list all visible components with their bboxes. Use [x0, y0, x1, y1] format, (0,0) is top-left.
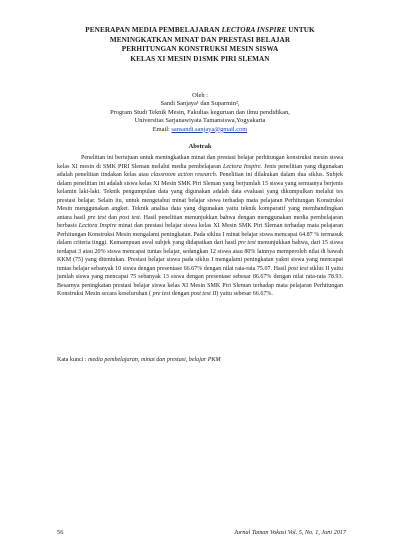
keywords-label: Kata kunci :: [57, 357, 87, 363]
keywords: [57, 356, 343, 365]
email-label: Email:: [152, 125, 170, 133]
abstract-heading: Abstrak: [188, 143, 212, 150]
journal-citation: Jurnal Taman Vokasi Vol. 5, No. 1, Juni 2017: [234, 529, 346, 536]
title-line-4: KELAS XI MESIN D1SMK PIRI SLEMAN: [130, 54, 270, 63]
title-line-3: PERHITUNGAN KONSTRUKSI MESIN SISWA: [121, 45, 279, 54]
author-names: Sandi Sanjaya¹ dan Suparmin²,: [160, 100, 240, 108]
keywords-terms: media pembelajaran, minat dan prestasi, belajar PKM: [88, 357, 221, 363]
by-label: Oleh :: [192, 92, 208, 99]
affiliation-line-1: Program Studi Teknik Mesin, Fakultas keguruan dan ilmu pendidikan,: [110, 108, 290, 116]
affiliation-line-2: Universitas Sarjanawiyata Tamansiswa,Yogyakarta: [134, 117, 266, 125]
email-link[interactable]: sansandi.sanjaya@gmail.com: [171, 125, 248, 133]
page-number: 56: [57, 529, 64, 536]
title-line-1: PENERAPAN MEDIA PEMBELAJARAN LECTORA INSPIRE UNTUK: [85, 26, 315, 34]
email-line: [60, 126, 340, 134]
abstract-body: Penelitian ini bertujuan untuk meningkatkan minat dan prestasi belajar perhitungan konstruksi mesin siswa kelas XI mesin di SMK PIRI Sleman melalui media pembelajaran Lectora Inspire. Jenis penelitian yang digunakan adalah penelitian tindakan kelas atau classroom action research. Penelitian ini dilakukan dalam dua siklus. Subjek dalam penelitian ini adalah siswa kelas XI Mesin SMK Piri Sleman yang berjumlah 15 siswa yang semuanya berjenis kelamin laki-laki. Teknik pengumpulan data yang digunakan adalah data evaluasi yang dikumpulkan melalui tes prestasi belajar. Selain itu, untuk mengetahui minat belajar siswa terhadap mata pelajaran Perhitungan Konstruksi Mesin menggunakan angket. Teknik analisa data yang digunakan yaitu teknik komparatif yang membandingkan antara hasil pre test dan post test. Hasil penelitian menunjukkan bahwa dengan menggunakan media pembelajaran berbasis Lectora Inspire minat dan prestasi belajar siswa kelas XI Mesin SMK Piri Sleman terhadap mata pelajaran Perhitungan Konstruksi Mesin mengalami peningkatan. Pada siklus I minat belajar siswa mencapai 64.87 % termasuk dalam criteria tinggi. Kemampuan awal subjek yang didapatkan dari hasil pre test menunjukkan bahwa, dari 15 siswa terdapat 3 atau 20% siswa mencapai tuntas belajar, sedangkan 12 siswa atau 80% lainnya memperoleh nilai di bawah KKM (75) yang ditentukan. Prestasi belajar siswa pada siklus I mengalami peningkatan yakni siswa yang mencapai tuntas belajar sebanyak 10 siswa dengan presentase 66.67% dengan nilai rata-rata 75.07. Hasil post test siklus II yaitu jumlah siswa yang mencapai 75 sebanyak 13 siswa dengan presentase sebesar 86.67% dengan nilai rata-rata 78.93. Besarnya peningkatan prestasi belajar siswa kelas XI Mesin SMK Piri Sleman terhadap mata pelajaran Perhitungan Konstruksi Mesin secara keseluruhan ( pre test dengan post test II) yaitu sebesar 66.67%.: [57, 155, 344, 297]
paper-title: [60, 26, 340, 64]
author-block: [60, 92, 340, 134]
title-line-2: MENINGKATKAN MINAT DAN PRESTASI BELAJAR: [109, 35, 291, 44]
